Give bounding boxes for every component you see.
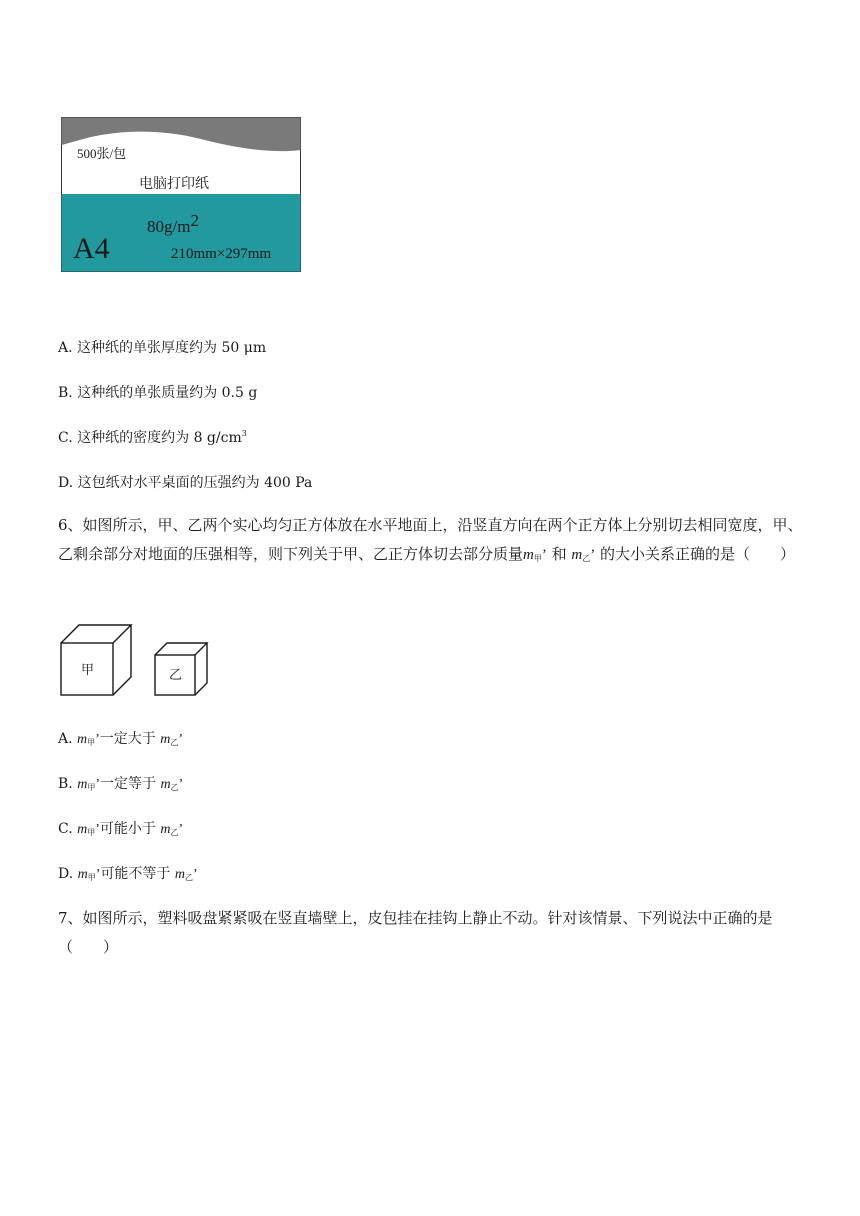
package-size: A4 <box>73 232 110 265</box>
grammage-exponent: 2 <box>190 211 199 230</box>
cube-jia-label: 甲 <box>81 662 95 677</box>
var-m-jia: $m_甲$’ <box>523 547 547 563</box>
q6-text-b: 的大小关系正确的是（ ） <box>595 545 796 563</box>
paper-package-figure <box>61 117 301 272</box>
q6-option-d: D. $m_甲$’可能不等于 $m_乙$’ <box>58 866 198 882</box>
q5-option-a: A. 这种纸的单张厚度约为 50 μm <box>58 340 267 356</box>
package-product: 电脑打印纸 <box>139 177 209 192</box>
q5-option-c-text: C. 这种纸的密度约为 8 g/cm <box>58 430 242 446</box>
cubic-superscript: 3 <box>241 429 247 438</box>
q6-option-a: A. $m_甲$’一定大于 $m_乙$’ <box>58 731 184 747</box>
q5-option-c <box>58 427 247 447</box>
package-dimensions: 210mm×297mm <box>171 246 272 262</box>
q6-stem <box>58 511 808 573</box>
q6-text-and: 和 <box>546 545 572 563</box>
cube-jia <box>61 625 131 695</box>
cubes-figure <box>58 622 218 697</box>
var-m-yi: $m_乙$’ <box>571 547 596 563</box>
q5-option-d: D. 这包纸对水平桌面的压强约为 400 Pa <box>58 475 313 491</box>
cube-yi-label: 乙 <box>169 667 183 682</box>
package-grammage: 80g/m2 <box>147 211 199 236</box>
q6-option-c: C. $m_甲$’可能小于 $m_乙$’ <box>58 821 184 837</box>
q6-option-b: B. $m_甲$’一定等于 $m_乙$’ <box>58 776 184 792</box>
q5-option-b: B. 这种纸的单张质量约为 0.5 g <box>58 385 258 401</box>
q7-stem: 7、如图所示，塑料吸盘紧紧吸在竖直墙壁上，皮包挂在挂钩上静止不动。针对该情景、下列说法中正确的是（ ） <box>58 909 773 956</box>
package-count: 500张/包 <box>77 146 127 161</box>
q6-text-a: 6、如图所示，甲、乙两个实心均匀正方体放在水平地面上，沿竖直方向在两个正方体上分别切去相同宽度，甲、乙剩余部分对地面的压强相等，则下列关于甲、乙正方体切去部分质量 <box>58 516 803 563</box>
